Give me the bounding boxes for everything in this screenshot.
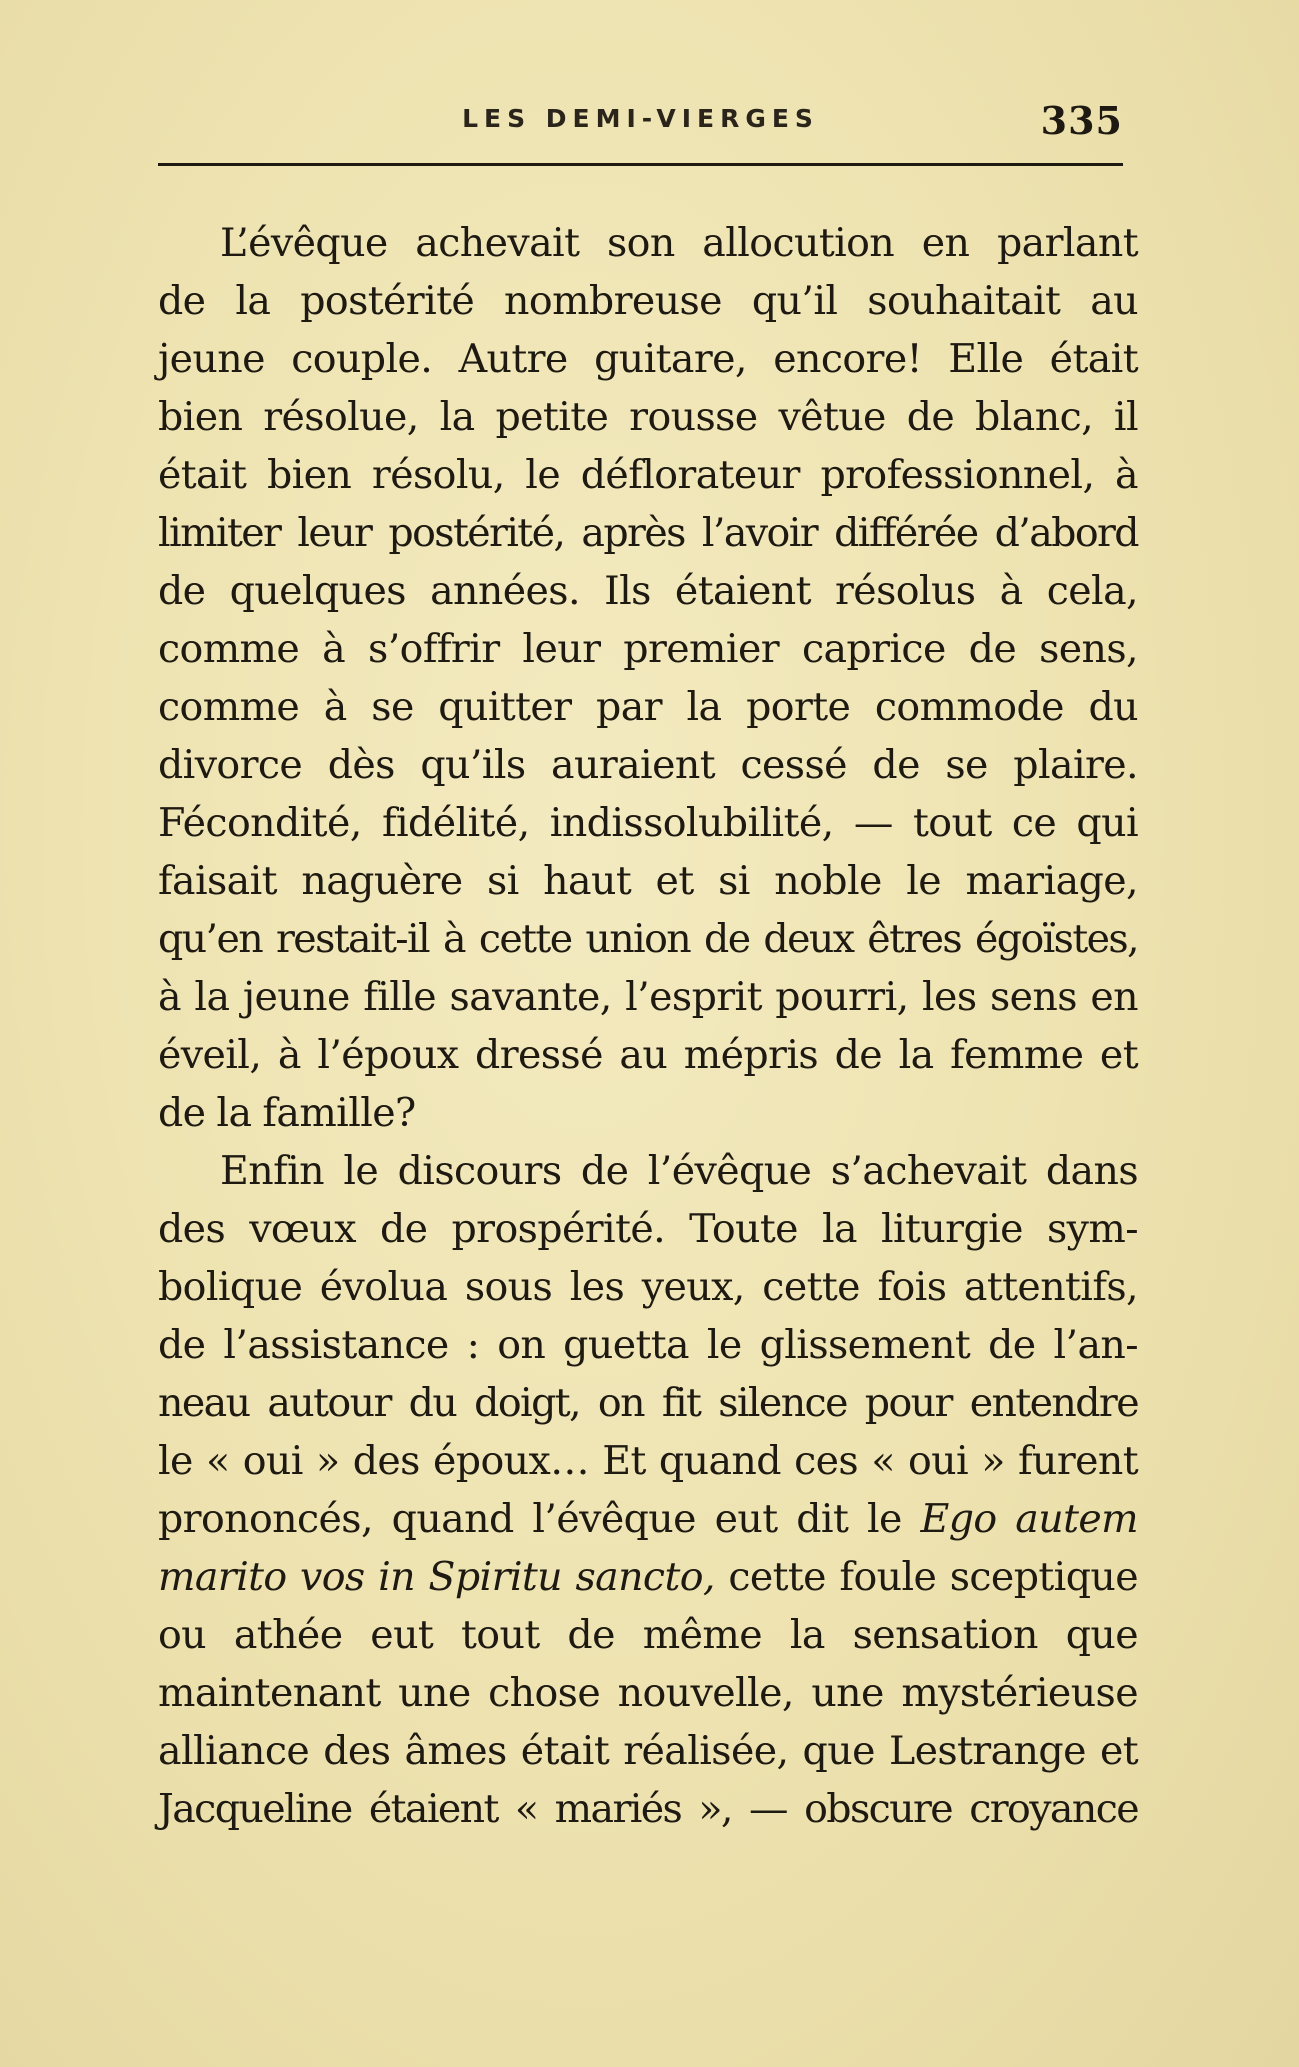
text-line: neau autour du doigt, on fit silence pour entendre xyxy=(158,1380,1138,1426)
text-line: limiter leur postérité, après l’avoir différée d’abord xyxy=(158,510,1138,556)
text-line: faisait naguère si haut et si noble le mariage, xyxy=(158,858,1138,904)
text-line: jeune couple. Autre guitare, encore! Elle était xyxy=(158,336,1138,382)
header-rule xyxy=(158,163,1123,166)
text-line: le « oui » des époux… Et quand ces « oui » furent xyxy=(158,1438,1138,1484)
text-line: maintenant une chose nouvelle, une mystérieuse xyxy=(158,1670,1138,1716)
text-line: de quelques années. Ils étaient résolus à cela, xyxy=(158,568,1138,614)
text-line: alliance des âmes était réalisée, que Lestrange et xyxy=(158,1728,1138,1774)
text-line: de la famille? xyxy=(158,1090,416,1136)
text-line: divorce dès qu’ils auraient cessé de se plaire. xyxy=(158,742,1138,788)
text-run: cette foule sceptique xyxy=(714,1554,1138,1600)
text-line: qu’en restait-il à cette union de deux êtres égoïstes, xyxy=(158,916,1138,962)
text-line: éveil, à l’époux dressé au mépris de la femme et xyxy=(158,1032,1138,1078)
text-line: Fécondité, fidélité, indissolubilité, — tout ce qui xyxy=(158,800,1138,846)
text-line: de la postérité nombreuse qu’il souhaitait au xyxy=(158,278,1138,324)
text-line: était bien résolu, le déflorateur professionnel, à xyxy=(158,452,1138,498)
running-head xyxy=(158,98,1123,148)
text-line xyxy=(158,1548,1138,1606)
body-text xyxy=(158,214,1138,1838)
running-title: LES DEMI-VIERGES xyxy=(462,104,819,133)
text-line: L’évêque achevait son allocution en parlant xyxy=(220,220,1138,266)
text-line: Jacqueline étaient « mariés », — obscure croyance xyxy=(158,1786,1138,1832)
text-line: comme à se quitter par la porte commode du xyxy=(158,684,1138,730)
text-line: Enfin le discours de l’évêque s’achevait dans xyxy=(220,1148,1138,1194)
italic-text: marito vos in Spiritu sancto, xyxy=(158,1554,715,1600)
text-line: à la jeune fille savante, l’esprit pourri, les sens en xyxy=(158,974,1138,1020)
text-line: comme à s’offrir leur premier caprice de sens, xyxy=(158,626,1138,672)
page-number: 335 xyxy=(1040,98,1123,143)
text-line: bolique évolua sous les yeux, cette fois attentifs, xyxy=(158,1264,1138,1310)
text-line xyxy=(158,1490,1138,1548)
italic-text: Ego autem xyxy=(920,1496,1138,1542)
text-line: des vœux de prospérité. Toute la liturgie sym- xyxy=(158,1206,1138,1252)
text-line: ou athée eut tout de même la sensation que xyxy=(158,1612,1138,1658)
text-line: de l’assistance : on guetta le glissement de l’an- xyxy=(158,1322,1138,1368)
text-run: prononcés, quand l’évêque eut dit le xyxy=(158,1496,921,1542)
text-line: bien résolue, la petite rousse vêtue de blanc, il xyxy=(158,394,1138,440)
